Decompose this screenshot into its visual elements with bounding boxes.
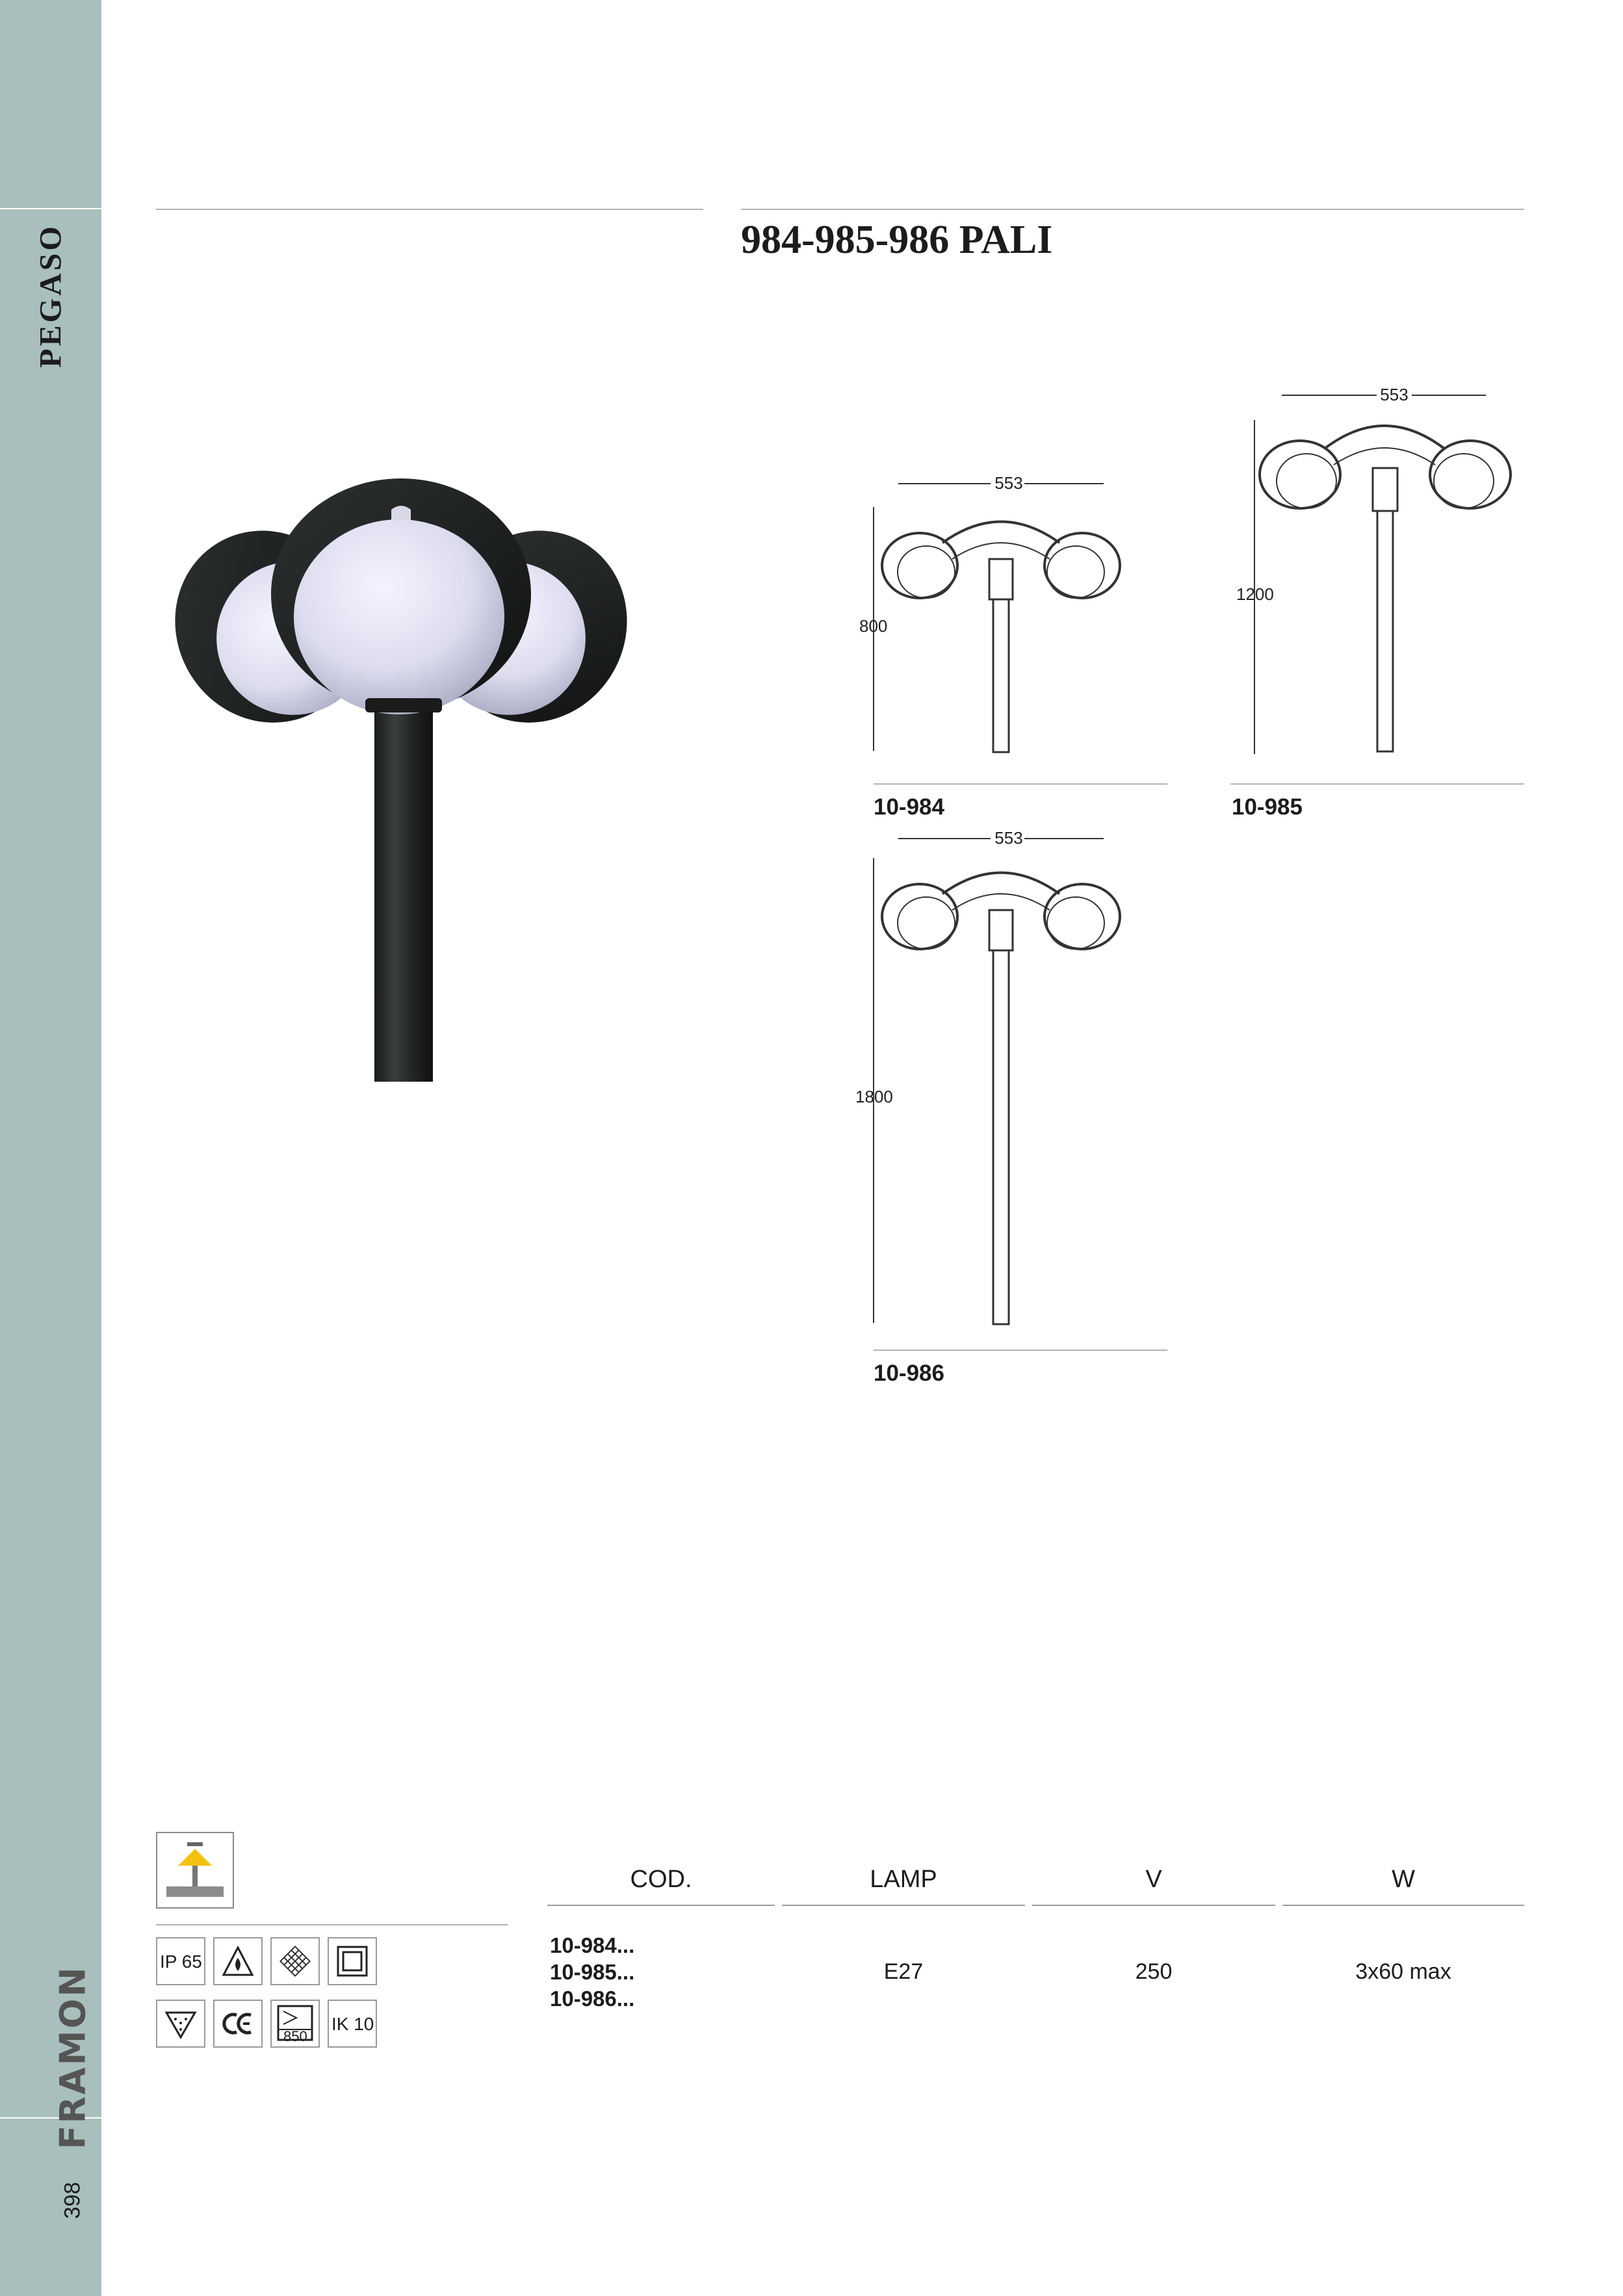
- ik-rating-label: IK 10: [331, 2014, 374, 2034]
- table-rule-watts: [1282, 1905, 1524, 1906]
- drawing-10-984: [838, 455, 1202, 761]
- code-label-10-986: 10-986: [874, 1361, 944, 1386]
- product-photo: [170, 471, 638, 1082]
- drawing-rule-10-984: [874, 783, 1167, 785]
- class-ii-icon: [328, 1937, 377, 1985]
- diffuser-icon: [270, 1937, 320, 1985]
- pole-mount-icon: [156, 1832, 234, 1909]
- glow-wire-icon: [270, 2000, 320, 2048]
- drawing-rule-10-985: [1230, 783, 1524, 785]
- series-name: PEGASO: [33, 224, 68, 368]
- height-label: 800: [859, 616, 888, 636]
- column-header-voltage: V: [1145, 1866, 1162, 1893]
- brand-logo: FRAMON: [52, 1965, 94, 2150]
- ce-mark-icon: [213, 2000, 263, 2048]
- ik-rating-badge: [328, 2000, 377, 2048]
- page-title: 984-985-986 PALI: [741, 218, 1053, 262]
- code-label-10-985: 10-985: [1232, 794, 1303, 820]
- product-codes: [550, 1932, 634, 2012]
- drawing-10-986: [838, 813, 1202, 1333]
- width-label: 553: [994, 473, 1023, 493]
- table-rule-voltage: [1032, 1905, 1275, 1906]
- page-number: 398: [60, 2182, 85, 2219]
- column-header-code: COD.: [630, 1866, 692, 1893]
- height-label: 1200: [1236, 584, 1274, 604]
- drawing-rule-10-986: [874, 1350, 1167, 1351]
- ip-rating-label: IP 65: [160, 1951, 202, 1972]
- product-code: 10-986...: [550, 1987, 635, 2011]
- height-label: 1800: [855, 1087, 893, 1106]
- voltage-value: 250: [1135, 1959, 1173, 1984]
- drawing-10-985: [1228, 377, 1540, 767]
- column-header-watts: W: [1392, 1866, 1415, 1893]
- header-rule-left: [156, 209, 703, 210]
- product-code: 10-984...: [550, 1933, 635, 1957]
- sidebar-divider-top: [0, 208, 101, 209]
- width-label: 553: [994, 828, 1023, 848]
- ip-rating-badge: [156, 1937, 205, 1985]
- watts-value: 3x60 max: [1355, 1959, 1451, 1984]
- product-code: 10-985...: [550, 1960, 635, 1984]
- table-rule-lamp: [782, 1905, 1025, 1906]
- code-label-10-984: 10-984: [874, 794, 944, 820]
- table-rule-code: [547, 1905, 775, 1906]
- flammable-surface-icon: [213, 1937, 263, 1985]
- lamp-value: E27: [883, 1959, 924, 1984]
- glow-wire-label: 850: [283, 2028, 307, 2044]
- atmosphere-icon: [156, 2000, 205, 2048]
- width-label: 553: [1380, 385, 1409, 404]
- column-header-lamp: LAMP: [870, 1866, 937, 1893]
- icons-rule: [156, 1924, 508, 1925]
- header-rule-right: [741, 209, 1524, 210]
